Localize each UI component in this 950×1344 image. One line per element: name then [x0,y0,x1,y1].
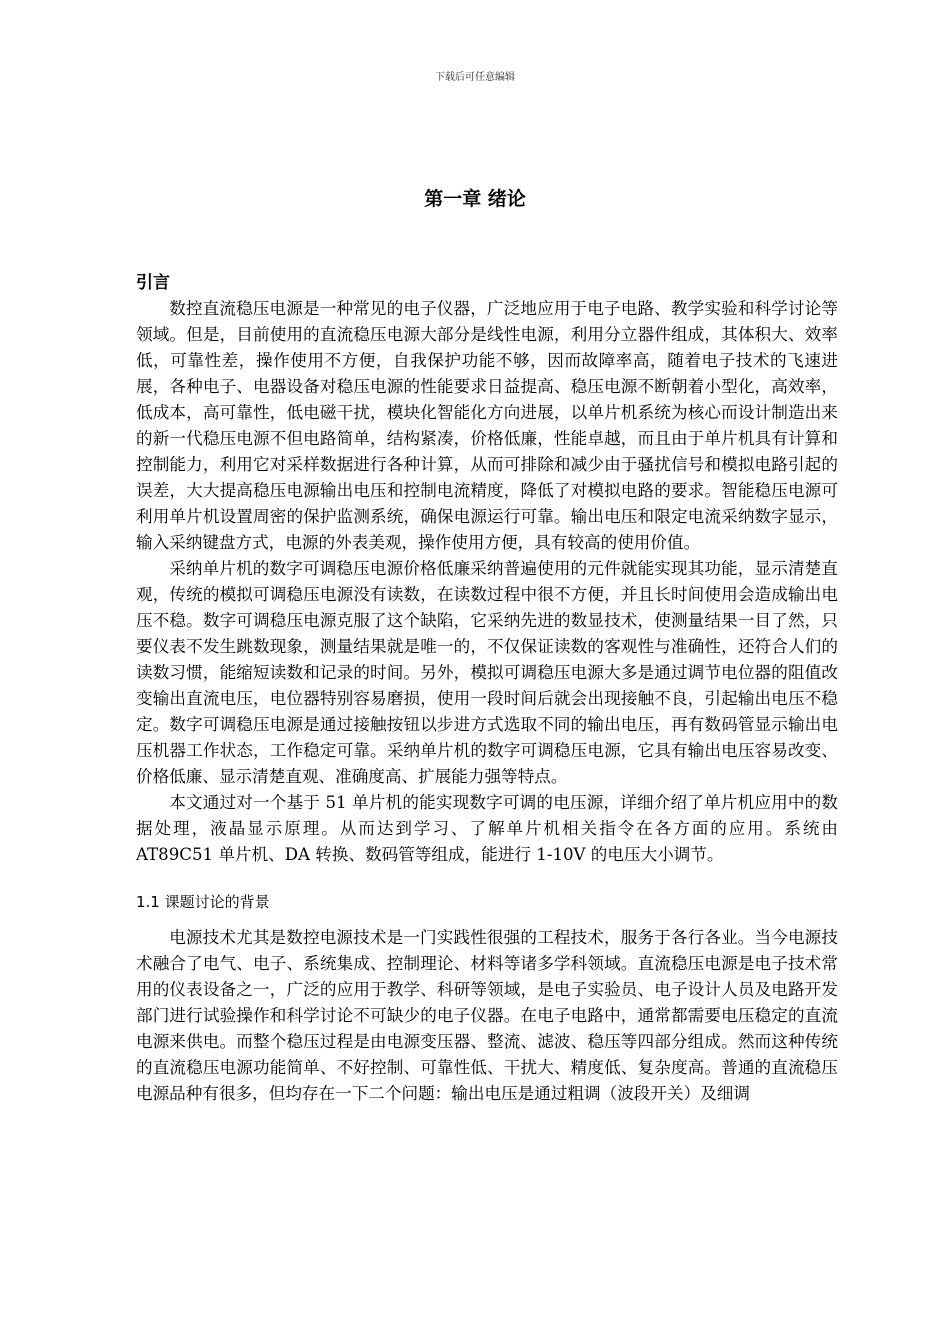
document-body [136,270,838,1107]
section-1-1-heading: 1.1 课题讨论的背景 [136,893,270,911]
header-note: 下载后可任意编辑 [435,72,515,83]
intro-paragraph-3: 本文通过对一个基于 51 单片机的能实现数字可调的电压源，详细介绍了单片机应用中的数据处理，液晶显示原理。从而达到学习、了解单片机相关指令在各方面的应用。系统由 AT89C51 单片机、DA 转换、数码管等组成，能进行 1-10V 的电压大小调节。 [136,793,838,864]
intro-paragraph-2: 采纳单片机的数字可调稳压电源价格低廉采纳普遍使用的元件就能实现其功能，显示清楚直观，传统的模拟可调稳压电源没有读数，在读数过程中很不方便，并且长时间使用会造成输出电压不稳。数字可调稳压电源克服了这个缺陷，它采纳先进的数显技术，使测量结果一目了然，只要仪表不发生跳数现象，测量结果就是唯一的，不仅保证读数的客观性与准确性，还符合人们的读数习惯，能缩短读数和记录的时间。另外，模拟可调稳压电源大多是通过调节电位器的阻值改变输出直流电压，电位器特别容易磨损，使用一段时间后就会出现接触不良，引起输出电压不稳定。数字可调稳压电源是通过接触按钮以步进方式选取不同的输出电压，再有数码管显示输出电压机器工作状态，工作稳定可靠。采纳单片机的数字可调稳压电源，它具有输出电压容易改变、价格低廉、显示清楚直观、准确度高、扩展能力强等特点。 [136,559,838,786]
intro-heading: 引言 [136,273,170,293]
intro-paragraph-1: 数控直流稳压电源是一种常见的电子仪器，广泛地应用于电子电路、教学实验和科学讨论等领域。但是，目前使用的直流稳压电源大部分是线性电源，利用分立器件组成，其体积大、效率低，可靠性差，操作使用不方便，自我保护功能不够，因而故障率高，随着电子技术的飞速进展，各种电子、电器设备对稳压电源的性能要求日益提高、稳压电源不断朝着小型化，高效率，低成本，高可靠性，低电磁干扰，模块化智能化方向进展，以单片机系统为核心而设计制造出来的新一代稳压电源不但电路简单，结构紧凑，价格低廉，性能卓越，而且由于单片机具有计算和控制能力，利用它对采样数据进行各种计算，从而可排除和减少由于骚扰信号和模拟电路引起的误差，大大提高稳压电源输出电压和控制电流精度，降低了对模拟电路的要求。智能稳压电源可利用单片机设置周密的保护监测系统，确保电源运行可靠。输出电压和限定电流采纳数字显示，输入采纳键盘方式，电源的外表美观，操作使用方便，具有较高的使用价值。 [136,299,838,552]
section-1-1-paragraph-1: 电源技术尤其是数控电源技术是一门实践性很强的工程技术，服务于各行各业。当今电源技术融合了电气、电子、系统集成、控制理论、材料等诸多学科领域。直流稳压电源是电子技术常用的仪表设备之一，广泛的应用于教学、科研等领域，是电子实验员、电子设计人员及电路开发部门进行试验操作和科学讨论不可缺少的电子仪器。在电子电路中，通常都需要电压稳定的直流电源来供电。而整个稳压过程是由电源变压器、整流、滤波、稳压等四部分组成。然而这种传统的直流稳压电源功能简单、不好控制、可靠性低、干扰大、精度低、复杂度高。普通的直流稳压电源品种有很多，但均存在一下二个问题：输出电压是通过粗调（波段开关）及细调 [136,928,838,1103]
chapter-title: 第一章 绪论 [424,188,526,210]
